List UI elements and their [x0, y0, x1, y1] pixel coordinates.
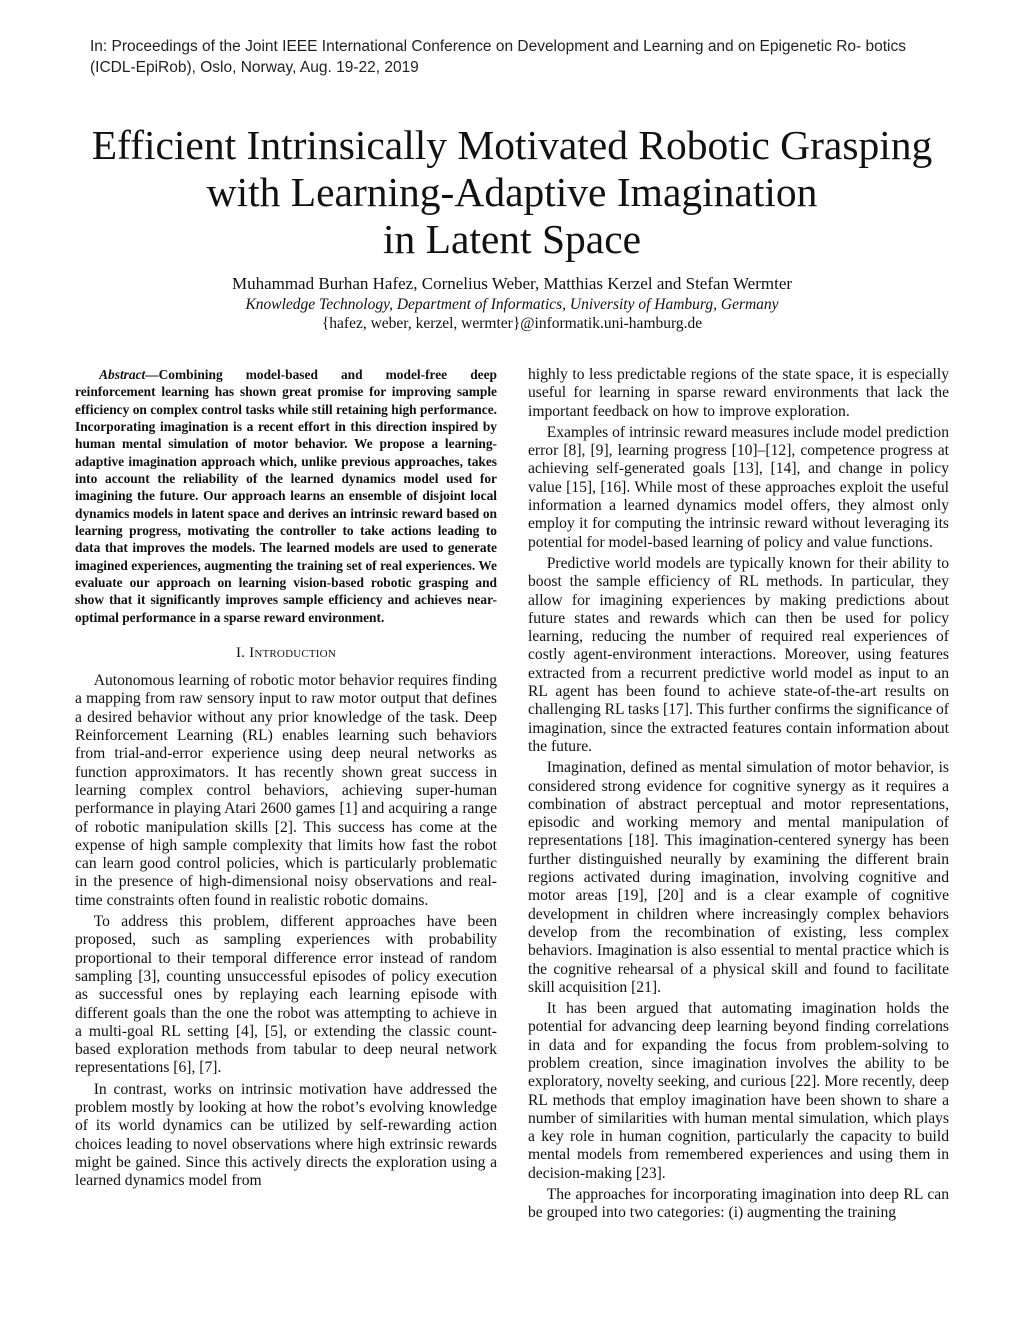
title-line-1: Efficient Intrinsically Motivated Robotic Grasping	[91, 122, 933, 168]
title-line-2: with Learning-Adaptive Imagination	[206, 169, 818, 215]
intro-paragraph-3: In contrast, works on intrinsic motivation have addressed the problem mostly by looking at how the robot’s evolving knowledge of its world dynamics can be utilized by self-rewarding action choices leading to novel observations where high extrinsic rewards might be gained. Since this actively directs the exploration using a learned dynamics model from	[75, 1080, 497, 1190]
right-column	[528, 366, 949, 1226]
left-column	[75, 366, 497, 1193]
abstract-body: Combining model-based and model-free deep reinforcement learning has shown great promise for improving sample efficiency on complex control tasks while still retaining high performance. Incorporating imagination is a recent effort in this direction inspired by human mental simulation of motor behavior. We propose a learning-adaptive imagination approach which, unlike previous approaches, takes into account the reliability of the learned dynamics model used for imagining the future. Our approach learns an ensemble of disjoint local dynamics models in latent space and derives an intrinsic reward based on learning progress, motivating the controller to take actions leading to data that improves the models. The learned models are used to generate imagined experiences, augmenting the training set of real experiences. We evaluate our approach on learning vision-based robotic grasping and show that it significantly improves sample efficiency and achieves near-optimal performance in a sparse reward environment.	[75, 367, 497, 625]
section-heading-introduction	[75, 644, 497, 662]
author-emails: {hafez, weber, kerzel, wermter}@informatik.uni-hamburg.de	[321, 315, 703, 332]
title-line-3: in Latent Space	[382, 216, 642, 262]
intro-paragraph-7: It has been argued that automating imagination holds the potential for advancing deep learning beyond finding correlations in data and for expanding the focus from problem-solving to problem creation, since imagination involves the ability to be exploratory, novelty seeking, and curious [22]. More recently, deep RL methods that employ imagination have been shown to share a number of similarities with human mental simulation, which plays a key role in human cognition, particularly the capacity to build mental models from remembered experiences and using them in decision-making [23].	[528, 1000, 949, 1182]
author-list: Muhammad Burhan Hafez, Cornelius Weber, Matthias Kerzel and Stefan Wermter	[231, 274, 793, 293]
abstract	[75, 366, 497, 626]
abstract-label: Abstract	[99, 367, 146, 382]
intro-paragraph-4: Examples of intrinsic reward measures include model prediction error [8], [9], learning progress [10]–[12], competence progress at achieving self-generated goals [13], [14], and change in policy value [15], [16]. While most of these approaches exploit the useful information a learned dynamics model offers, they almost only employ it for computing the intrinsic reward without leveraging its potential for model-based learning of policy and value functions.	[528, 423, 949, 551]
intro-paragraph-1: Autonomous learning of robotic motor behavior requires finding a mapping from raw sensory input to raw motor output that defines a desired behavior without any prior knowledge of the task. Deep Reinforcement Learning (RL) enables learning such behaviors from trial-and-error experience using deep neural networks as function approximators. It has recently shown great success in learning complex control behaviors, achieving super-human performance in playing Atari 2600 games [1] and acquiring a range of robotic manipulation skills [2]. This success has come at the expense of high sample complexity that limits how fast the robot can learn good control policies, which is particularly problematic in the presence of high-dimensional noisy observations and real-time constraints often found in realistic robotic domains.	[75, 672, 497, 909]
section-title: Introduction	[249, 645, 336, 662]
section-number: I.	[236, 645, 246, 662]
paper-title	[60, 122, 964, 263]
intro-paragraph-6: Imagination, defined as mental simulation of motor behavior, is considered strong evidence for cognitive synergy as it requires a combination of abstract perceptual and motor representations, episodic and working memory and mental manipulation of representations [18]. This imagination-centered synergy has been further distinguished neurally by examining the different brain regions activated during imagination, involving cognitive and motor areas [19], [20] and is a clear example of cognitive development in children where increasingly complex behaviors develop from the recombination of existing, less complex behaviors. Imagination is also essential to mental practice which is the cognitive rehearsal of a physical skill and found to facilitate skill acquisition [21].	[528, 759, 949, 996]
abstract-dash: —	[145, 367, 159, 382]
publication-note: In: Proceedings of the Joint IEEE International Conference on Development and Learning and on Epigenetic Ro- botics (ICDL-EpiRob), Oslo, Norway, Aug. 19-22, 2019	[90, 38, 906, 76]
author-affiliation: Knowledge Technology, Department of Informatics, University of Hamburg, Germany	[245, 296, 779, 313]
intro-paragraph-5: Predictive world models are typically known for their ability to boost the sample efficiency of RL methods. In particular, they allow for imagining experiences by making predictions about future states and rewards which can then be used for policy learning, reducing the number of required real experiences of costly agent-environment interactions. Moreover, using features extracted from a recurrent predictive world model as input to an RL agent has been found to achieve state-of-the-art results on challenging RL tasks [17]. This further confirms the significance of imagination, since the extracted features contain information about the future.	[528, 554, 949, 755]
intro-paragraph-2: To address this problem, different approaches have been proposed, such as sampling experiences with probability proportional to their temporal difference error instead of random sampling [3], counting unsuccessful episodes of policy execution as successful ones by replaying each learning episode with different goals than the one the robot was attempting to achieve in a multi-goal RL setting [4], [5], or extending the classic count-based exploration methods from tabular to deep neural network representations [6], [7].	[75, 913, 497, 1077]
intro-paragraph-8: The approaches for incorporating imagination into deep RL can be grouped into two categories: (i) augmenting the training	[528, 1186, 949, 1222]
continued-paragraph: highly to less predictable regions of the state space, it is especially useful for learning in sparse reward environments that lack the important feedback on how to improve exploration.	[528, 366, 949, 420]
